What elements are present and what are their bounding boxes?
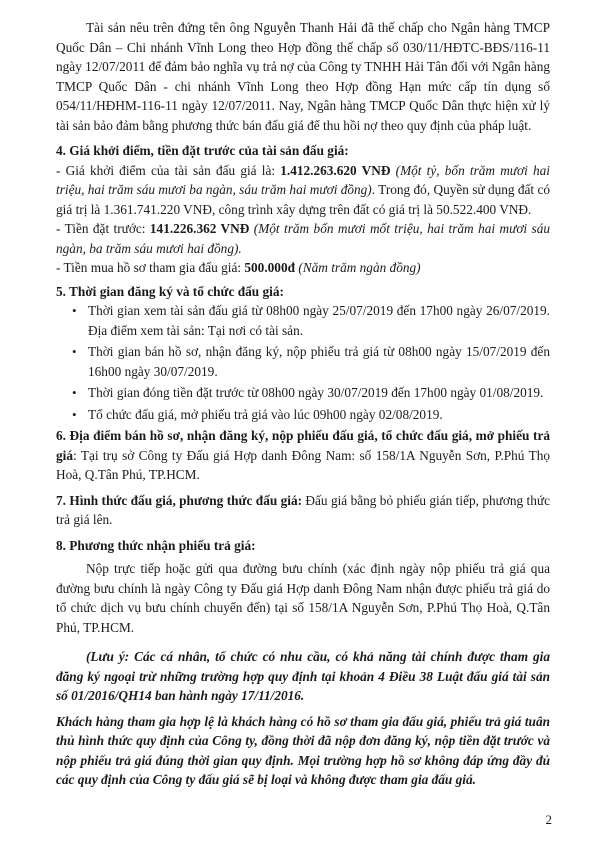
- section-8-heading: 8. Phương thức nhận phiếu trả giá:: [56, 537, 256, 553]
- fee-label: - Tiền mua hồ sơ tham gia đấu giá:: [56, 260, 245, 275]
- deposit-value: 141.226.362 VNĐ: [149, 221, 250, 236]
- list-item: • Tổ chức đấu giá, mở phiếu trả giá vào lúc 09h00 ngày 02/08/2019.: [88, 405, 550, 425]
- start-price-words: (Một tỷ, bốn trăm mươi hai triệu, hai trăm sáu mươi ba ngàn, sáu trăm hai mươi đồng): [56, 162, 551, 197]
- section-6-heading: 6. Địa điểm bán hồ sơ, nhận đăng ký, nộp phiếu đấu giá, tổ chức đấu giá, mở phiếu trả giá: [56, 428, 550, 463]
- list-item: • Thời gian xem tài sản đấu giá từ 08h00 ngày 25/07/2019 đến 17h00 ngày 26/07/2019. Địa điểm xem tài sản: Tại nơi có tài sản.: [88, 301, 550, 340]
- start-price-value: 1.412.263.620 VNĐ: [280, 162, 391, 178]
- list-item: • Thời gian bán hồ sơ, nhận đăng ký, nộp phiếu trả giá từ 08h00 ngày 15/07/2019 đến 16h00 ngày 30/07/2019.: [88, 342, 550, 381]
- section-7-text: Đấu giá bằng bỏ phiếu gián tiếp, phương thức trả giá lên.: [56, 492, 550, 527]
- section-5-heading: 5. Thời gian đăng ký và tổ chức đấu giá:: [56, 283, 284, 299]
- intro-paragraph: Tài sản nêu trên đứng tên ông Nguyễn Thanh Hải đã thế chấp cho Ngân hàng TMCP Quốc Dân – Chi nhánh Vĩnh Long theo Hợp đồng thế chấp số 030/11/HĐTC-BĐS/116-11 ngày 12/07/2011 để đảm bảo nghĩa vụ trả nợ của Công ty TNHH Hải Tân đối với Ngân hàng TMCP Quốc Dân - chi nhánh Vĩnh Long theo Hợp đồng Hạn mức cấp tín dụng số 054/11/HĐHM-116-11 ngày 12/07/2011. Nay, Ngân hàng TMCP Quốc Dân thực hiện xử lý tài sản bảo đảm bằng phương thức bán đấu giá để thu hồi nợ theo quy định của pháp luật.: [56, 20, 550, 133]
- schedule-list: [56, 301, 550, 424]
- start-price-detail: . Trong đó, Quyền sử dụng đất có giá trị là 1.361.741.220 VNĐ, công trình xây dựng trên đất có giá trị là 50.522.400 VNĐ.: [56, 182, 550, 217]
- section-6-paragraph: [56, 426, 550, 485]
- section-7-heading: 7. Hình thức đấu giá, phương thức đấu giá:: [56, 492, 303, 508]
- fee-line: [56, 258, 550, 278]
- section-8-text: Nộp trực tiếp hoặc gửi qua đường bưu chính (xác định ngày nộp phiếu trả giá qua đường bưu chính là ngày Công ty Đấu giá Hợp danh Đông Nam nhận được phiếu trả giá do tổ chức dịch vụ bưu chính chuyển đến) tại số 158/1A Nguyễn Sơn, P.Phú Thọ Hoà, Q.Tân Phú, TP.HCM.: [56, 561, 550, 635]
- deposit-line: [56, 219, 550, 258]
- section-6-text: : Tại trụ sở Công ty Đấu giá Hợp danh Đông Nam: số 158/1A Nguyễn Sơn, P.Phú Thọ Hoà, Q.Tân Phú, TP.HCM.: [56, 447, 550, 482]
- section-4-heading: 4. Giá khởi điểm, tiền đặt trước của tài sản đấu giá:: [56, 143, 349, 158]
- start-price-label: - Giá khởi điểm của tài sản đấu giá là:: [56, 162, 281, 178]
- fee-words: (Năm trăm ngàn đồng): [298, 260, 421, 275]
- page-number: 2: [545, 812, 552, 827]
- list-item: • Thời gian đóng tiền đặt trước từ 08h00 ngày 30/07/2019 đến 17h00 ngày 01/08/2019.: [88, 383, 550, 403]
- deposit-words: (Một trăm bốn mươi mốt triệu, hai trăm hai mươi sáu ngàn, ba trăm sáu mươi hai đồng).: [56, 221, 550, 256]
- section-7-paragraph: [56, 491, 550, 530]
- deposit-label: - Tiền đặt trước:: [56, 221, 150, 236]
- note-paragraph: (Lưu ý: Các cá nhân, tổ chức có nhu cầu, có khả năng tài chính được tham gia đăng ký ngoại trừ những trường hợp quy định tại khoản 4 Điều 38 Luật đấu giá tài sản số 01/2016/QH14 ban hành ngày 17/11/2016.: [56, 649, 550, 703]
- eligibility-paragraph: Khách hàng tham gia hợp lệ là khách hàng có hồ sơ tham gia đấu giá, phiếu trả giá tuân thủ hình thức quy định của Công ty, đồng thời đã nộp đơn đăng ký, nộp tiền đặt trước và nộp phiếu trả giá đúng thời gian quy định. Mọi trường hợp hồ sơ không đáp ứng đầy đủ các quy định của Công ty đấu giá sẽ bị loại và không được tham gia đấu giá.: [56, 713, 550, 787]
- start-price-line: [56, 161, 550, 220]
- fee-value: 500.000đ: [244, 260, 295, 275]
